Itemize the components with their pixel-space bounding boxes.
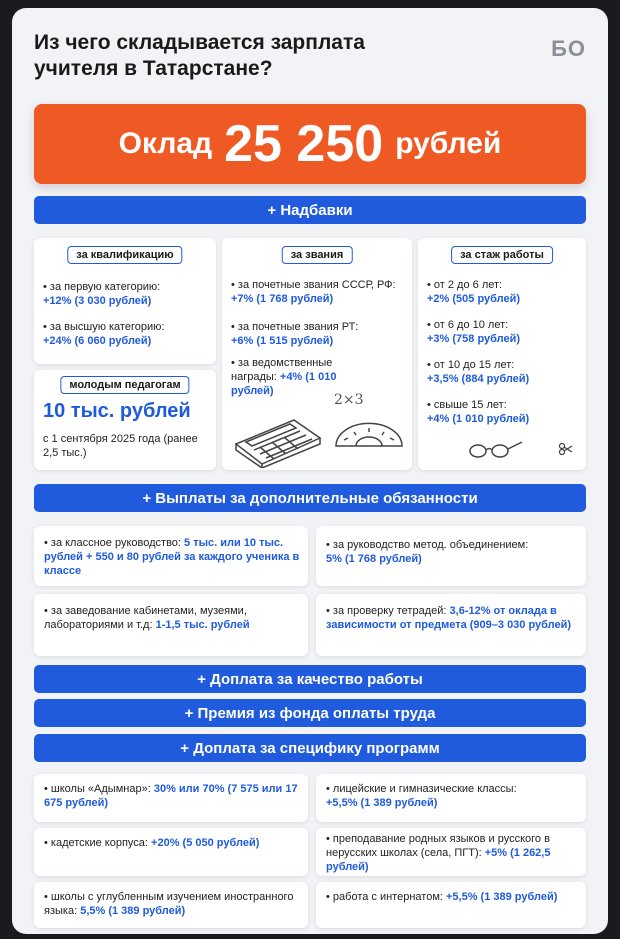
- program-card: [34, 882, 308, 928]
- scissors-icon: [558, 442, 574, 456]
- program-item: • преподавание родных языков и русского в нерусских школах (села, ПГТ): +5% (1 262,5 рублей): [326, 833, 551, 873]
- qualification-header: за квалификацию: [67, 246, 182, 264]
- calculator-icon: [230, 414, 326, 468]
- program-item: • лицейские и гимназические классы: +5,5% (1 389 рублей): [326, 783, 517, 809]
- page-title: Из чего складывается зарплата учителя в Татарстане?: [34, 31, 365, 80]
- specifics-bar: + Доплата за специфику программ: [34, 734, 586, 762]
- salary-suffix: рублей: [395, 127, 502, 160]
- duty-card: [34, 594, 308, 656]
- young-teachers-card: [34, 370, 216, 470]
- experience-item: • от 2 до 6 лет: +2% (505 рублей): [427, 279, 521, 305]
- qualification-item: • за высшую категорию: +24% (6 060 рублей): [43, 321, 165, 347]
- duty-card: [316, 526, 586, 586]
- titles-header: за звания: [282, 246, 353, 264]
- duty-item: • за классное руководство: 5 тыс. или 10 тыс. рублей + 550 и 80 рублей за каждого ученика в классе: [44, 537, 300, 577]
- titles-item: • за ведомственные награды: +4% (1 010 рублей): [231, 357, 337, 397]
- duty-item: • за заведование кабинетами, музеями, лабораториями и т.д: 1-1,5 тыс. рублей: [44, 605, 250, 631]
- base-salary-banner: [34, 104, 586, 184]
- program-item: • работа с интернатом: +5,5% (1 389 рублей): [326, 891, 558, 903]
- quality-bar: + Доплата за качество работы: [34, 665, 586, 693]
- duty-item: • за проверку тетрадей: 3,6-12% от оклада в зависимости от предмета (909–3 030 рублей): [326, 605, 572, 631]
- duty-card: [316, 594, 586, 656]
- qualification-card: [34, 238, 216, 364]
- experience-item: • свыше 15 лет: +4% (1 010 рублей): [427, 399, 530, 425]
- duties-bar: + Выплаты за дополнительные обязанности: [34, 484, 586, 512]
- infographic: [12, 8, 608, 934]
- experience-item: • от 6 до 10 лет: +3% (758 рублей): [427, 319, 521, 345]
- titles-item: • за почетные звания РТ: +6% (1 515 рублей): [231, 321, 359, 347]
- bonus-bar: + Премия из фонда оплаты труда: [34, 699, 586, 727]
- young-teachers-note: с 1 сентября 2025 года (ранее 2,5 тыс.): [43, 433, 198, 459]
- experience-item: • от 10 до 15 лет: +3,5% (884 рублей): [427, 359, 530, 385]
- titles-card: [222, 238, 412, 470]
- program-item: • кадетские корпуса: +20% (5 050 рублей): [44, 837, 260, 849]
- duty-card: [34, 526, 308, 586]
- glasses-icon: [466, 438, 526, 460]
- young-teachers-header: молодым педагогам: [60, 376, 189, 394]
- salary-prefix: Оклад: [118, 127, 213, 160]
- young-teachers-amount: 10 тыс. рублей: [43, 400, 191, 422]
- qualification-item: • за первую категорию: +12% (3 030 рублей): [43, 281, 161, 307]
- experience-card: [418, 238, 586, 470]
- math-doodle: 2×3: [334, 392, 364, 408]
- salary-amount: 25 250: [224, 115, 384, 173]
- protractor-icon: [332, 420, 406, 450]
- program-item: • школы «Адымнар»: 30% или 70% (7 575 или 17 675 рублей): [44, 783, 298, 809]
- experience-header: за стаж работы: [451, 246, 553, 264]
- duty-item: • за руководство метод. объединением: 5% (1 768 рублей): [326, 539, 529, 565]
- program-card: [316, 828, 586, 876]
- titles-item: • за почетные звания СССР, РФ: +7% (1 768 рублей): [231, 279, 396, 305]
- program-card: [34, 774, 308, 822]
- program-card: [316, 774, 586, 822]
- program-card: [316, 882, 586, 928]
- logo: БО: [551, 36, 586, 61]
- allowances-bar: + Надбавки: [34, 196, 586, 224]
- program-card: [34, 828, 308, 876]
- program-item: • школы с углубленным изучением иностранного языка: 5,5% (1 389 рублей): [44, 891, 294, 917]
